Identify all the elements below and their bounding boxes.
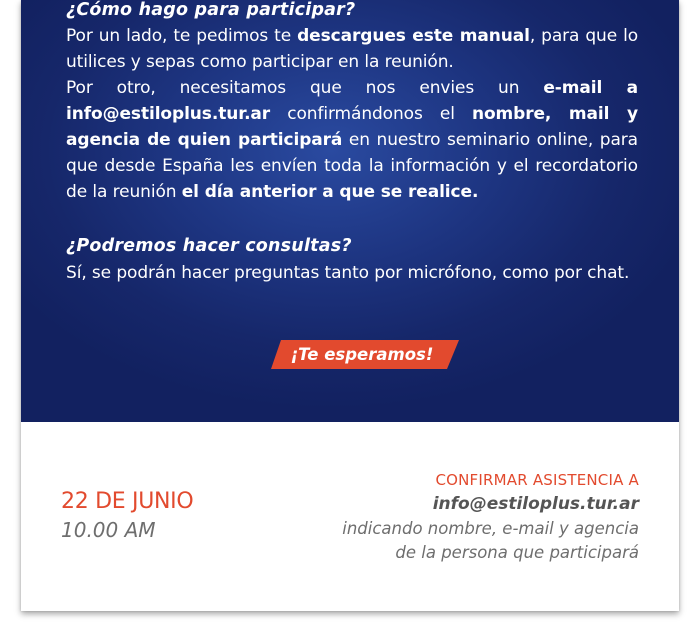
answer-text: en nuestro seminario online, para que desde España les envíen toda la información y el recordatorio de la reunión [66,130,638,202]
info-panel [21,0,679,422]
confirm-email-link[interactable]: info@estiloplus.tur.ar [432,494,639,514]
faq-answer-questions: Sí, se podrán hacer preguntas tanto por micrófono, como por chat. [66,263,630,283]
download-manual-link[interactable]: descargues este manual [297,26,530,46]
confirm-title: CONFIRMAR ASISTENCIA A [435,471,639,489]
answer-text: Por otro, necesitamos que nos envies un [66,78,544,98]
event-time: 10.00 AM [61,518,156,542]
answer-emphasis: nombre, mail y agencia de quien participará [66,104,638,150]
answer-text: confirmándonos el [270,104,472,124]
confirm-attendance [342,468,639,565]
email-link[interactable]: e-mail a info@estiloplus.tur.ar [66,78,639,124]
answer-text: Por un lado, te pedimos te [66,26,298,46]
faq-question-participate: ¿Cómo hago para participar? [66,0,356,20]
banner-label: ¡Te esperamos! [290,345,434,364]
answer-text: , para que lo utilices y sepas como participar en la reunión. [66,26,638,72]
confirm-desc-line-1: indicando nombre, e-mail y agencia [342,519,639,538]
faq-question-questions: ¿Podremos hacer consultas? [66,236,352,256]
event-date: 22 DE JUNIO [61,489,194,514]
answer-emphasis: el día anterior a que se realice. [181,182,479,202]
invitation-card [21,0,679,611]
confirm-desc-line-2: de la persona que participará [395,543,639,562]
te-esperamos-banner [271,340,459,369]
faq-answer-participate [66,23,638,205]
